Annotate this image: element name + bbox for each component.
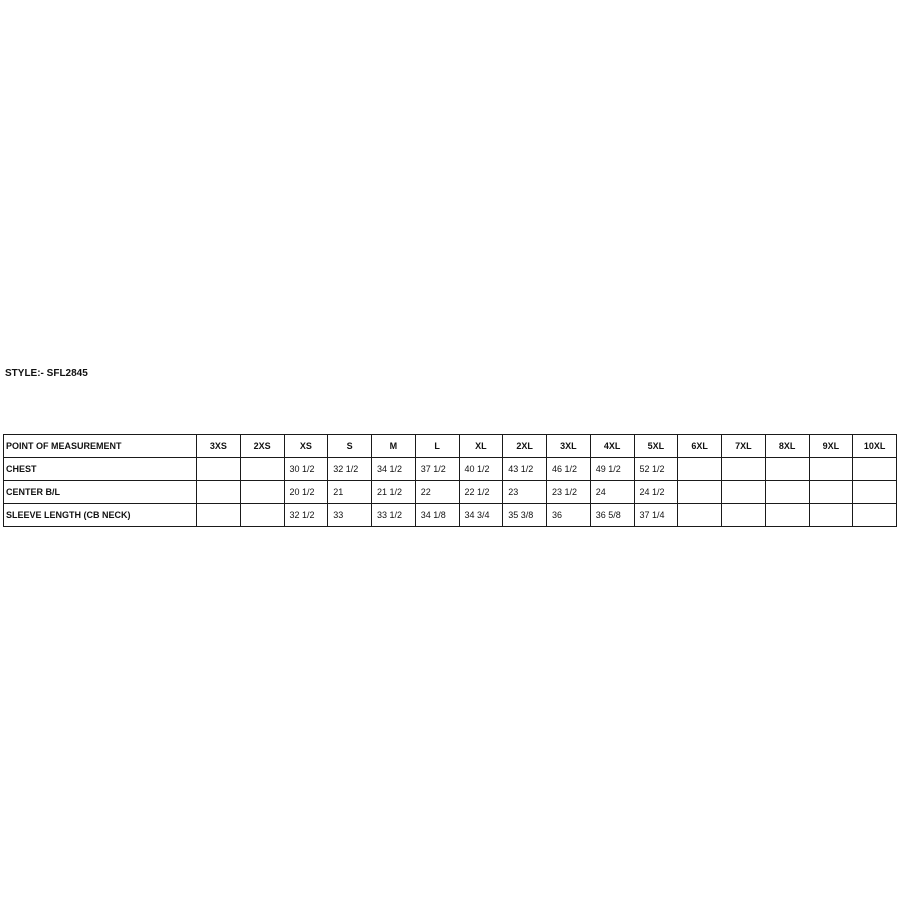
row-label-sleeve-length: SLEEVE LENGTH (CB NECK) <box>4 504 197 527</box>
header-size: 2XS <box>240 435 284 458</box>
table-cell <box>765 504 809 527</box>
table-row <box>4 458 897 481</box>
table-cell: 34 1/2 <box>372 458 416 481</box>
table-cell: 23 <box>503 481 547 504</box>
table-cell: 49 1/2 <box>590 458 634 481</box>
header-size: M <box>372 435 416 458</box>
table-cell: 43 1/2 <box>503 458 547 481</box>
table-cell <box>809 481 853 504</box>
table-cell: 33 1/2 <box>372 504 416 527</box>
table-cell: 33 <box>328 504 372 527</box>
table-cell <box>678 504 722 527</box>
table-cell: 21 <box>328 481 372 504</box>
table-cell <box>722 481 766 504</box>
table-cell: 20 1/2 <box>284 481 328 504</box>
table-cell: 30 1/2 <box>284 458 328 481</box>
table-cell: 23 1/2 <box>547 481 591 504</box>
header-size: 10XL <box>853 435 897 458</box>
table-cell <box>240 481 284 504</box>
header-point-of-measurement: POINT OF MEASUREMENT <box>4 435 197 458</box>
table-cell: 40 1/2 <box>459 458 503 481</box>
header-size: L <box>415 435 459 458</box>
table-row <box>4 481 897 504</box>
measurement-table <box>3 434 897 527</box>
table-cell <box>240 458 284 481</box>
header-size: 5XL <box>634 435 678 458</box>
table-cell: 32 1/2 <box>284 504 328 527</box>
table-cell <box>853 504 897 527</box>
table-cell <box>722 504 766 527</box>
table-cell <box>809 504 853 527</box>
table-cell <box>765 481 809 504</box>
table-cell <box>853 458 897 481</box>
table-cell: 36 <box>547 504 591 527</box>
table-cell: 37 1/4 <box>634 504 678 527</box>
table-cell: 35 3/8 <box>503 504 547 527</box>
header-size: 2XL <box>503 435 547 458</box>
row-label-chest: CHEST <box>4 458 197 481</box>
header-size: 8XL <box>765 435 809 458</box>
table-cell <box>678 458 722 481</box>
table-cell <box>197 481 241 504</box>
header-size: XL <box>459 435 503 458</box>
table-header-row <box>4 435 897 458</box>
table-cell: 24 1/2 <box>634 481 678 504</box>
table-cell: 32 1/2 <box>328 458 372 481</box>
table-cell <box>197 504 241 527</box>
header-size: 4XL <box>590 435 634 458</box>
header-size: 3XL <box>547 435 591 458</box>
table-cell: 36 5/8 <box>590 504 634 527</box>
header-size: S <box>328 435 372 458</box>
table-cell <box>853 481 897 504</box>
style-label: STYLE:- SFL2845 <box>5 368 88 379</box>
header-size: 9XL <box>809 435 853 458</box>
table-cell: 24 <box>590 481 634 504</box>
table-cell: 46 1/2 <box>547 458 591 481</box>
table-cell <box>765 458 809 481</box>
table-cell <box>240 504 284 527</box>
table-cell: 34 1/8 <box>415 504 459 527</box>
row-label-center-bl: CENTER B/L <box>4 481 197 504</box>
table-cell: 34 3/4 <box>459 504 503 527</box>
table-cell: 22 <box>415 481 459 504</box>
table-row <box>4 504 897 527</box>
header-size: 7XL <box>722 435 766 458</box>
header-size: 3XS <box>197 435 241 458</box>
header-size: 6XL <box>678 435 722 458</box>
table-cell: 37 1/2 <box>415 458 459 481</box>
table-cell <box>722 458 766 481</box>
table-cell: 22 1/2 <box>459 481 503 504</box>
table-cell <box>197 458 241 481</box>
table-cell <box>809 458 853 481</box>
table-cell: 52 1/2 <box>634 458 678 481</box>
table-cell: 21 1/2 <box>372 481 416 504</box>
header-size: XS <box>284 435 328 458</box>
table-cell <box>678 481 722 504</box>
